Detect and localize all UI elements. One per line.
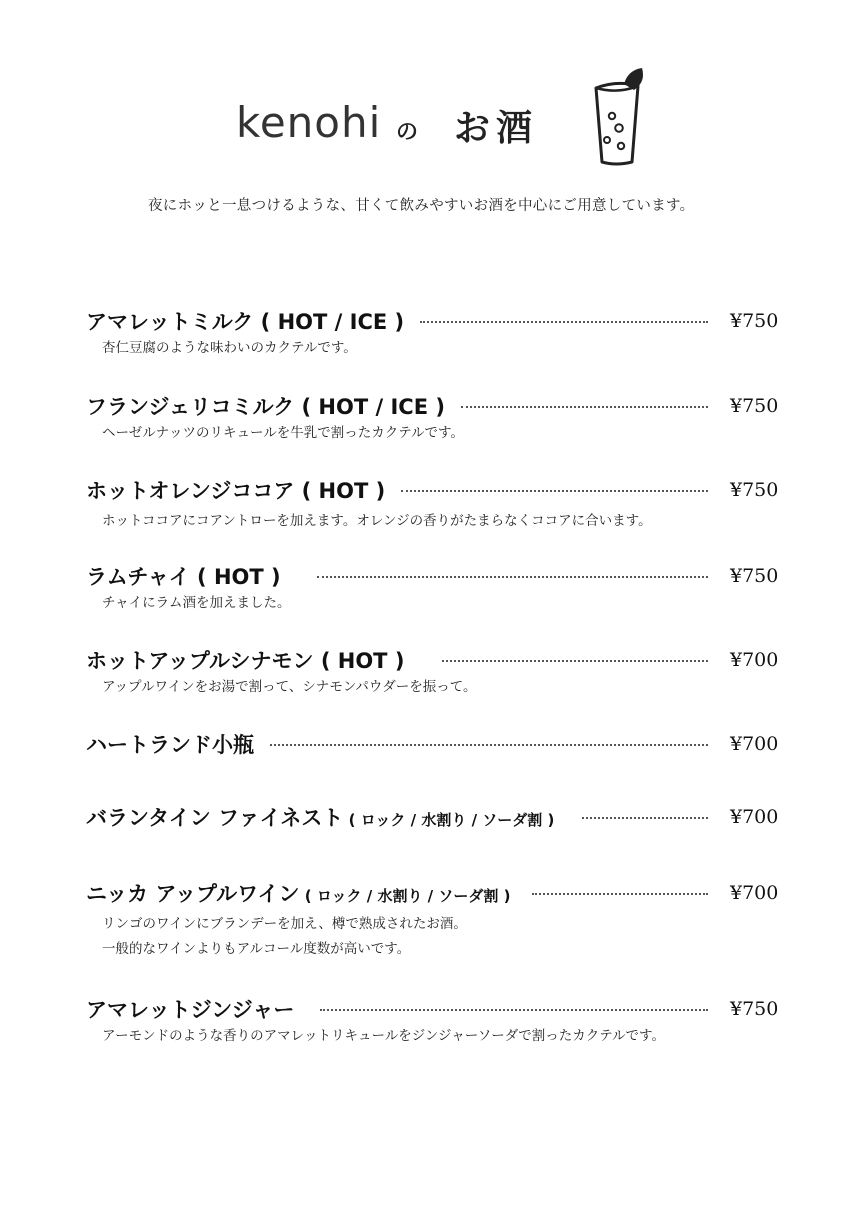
item-description: 一般的なワインよりもアルコール度数が高いです。 xyxy=(102,941,411,957)
item-name: アマレットミルク ( HOT / ICE ) xyxy=(86,310,405,334)
item-price: ¥750 xyxy=(730,479,779,501)
menu-item-heartland xyxy=(86,729,786,759)
item-price: ¥700 xyxy=(730,882,779,904)
dotted-leader xyxy=(270,744,708,746)
drink-glass-icon xyxy=(588,66,648,172)
menu-header xyxy=(0,0,865,240)
item-price: ¥750 xyxy=(730,395,779,417)
menu-item-rum-chai xyxy=(86,561,786,616)
item-price: ¥750 xyxy=(730,998,779,1020)
menu-item-hot-orange-cocoa xyxy=(86,475,786,534)
title-connector: の xyxy=(396,120,419,145)
menu-item-amaretto-milk xyxy=(86,306,786,361)
item-name: バランタイン ファイネスト ( ロック / 水割り / ソーダ割 ) xyxy=(86,806,555,830)
dotted-leader xyxy=(461,406,708,408)
intro-text: 夜にホッと一息つけるような、甘くて飲みやすいお酒を中心にご用意しています。 xyxy=(148,198,695,214)
item-name: ホットアップルシナモン ( HOT ) xyxy=(86,649,405,673)
dotted-leader xyxy=(442,660,708,662)
item-description: チャイにラム酒を加えました。 xyxy=(102,595,291,611)
item-price: ¥700 xyxy=(730,649,779,671)
item-name: フランジェリコミルク ( HOT / ICE ) xyxy=(86,395,445,419)
item-name: ラムチャイ ( HOT ) xyxy=(86,565,281,589)
dotted-leader xyxy=(401,490,708,492)
dotted-leader xyxy=(420,321,708,323)
item-description: アップルワインをお湯で割って、シナモンパウダーを振って。 xyxy=(102,679,477,695)
menu-item-amaretto-ginger xyxy=(86,994,786,1049)
dotted-leader xyxy=(320,1009,708,1011)
item-price: ¥750 xyxy=(730,310,779,332)
item-description: ヘーゼルナッツのリキュールを牛乳で割ったカクテルです。 xyxy=(102,425,464,441)
menu-item-hot-apple-cinnamon xyxy=(86,645,786,700)
dotted-leader xyxy=(532,893,708,895)
brand-name: kenohi xyxy=(236,98,382,147)
item-price: ¥700 xyxy=(730,733,779,755)
menu-item-nikka-apple-wine xyxy=(86,878,786,962)
item-name: ホットオレンジココア ( HOT ) xyxy=(86,479,386,503)
dotted-leader xyxy=(582,817,708,819)
item-price: ¥750 xyxy=(730,565,779,587)
item-name: ハートランド小瓶 xyxy=(86,733,254,757)
menu-item-ballantines xyxy=(86,802,786,832)
item-name: アマレットジンジャー xyxy=(86,998,295,1022)
item-name: ニッカ アップルワイン ( ロック / 水割り / ソーダ割 ) xyxy=(86,882,511,906)
item-price: ¥700 xyxy=(730,806,779,828)
dotted-leader xyxy=(317,576,708,578)
item-description: アーモンドのような香りのアマレットリキュールをジンジャーソーダで割ったカクテルです。 xyxy=(102,1028,665,1044)
item-description: リンゴのワインにブランデーを加え、樽で熟成されたお酒。 xyxy=(102,916,467,932)
item-description: ホットココアにコアントローを加えます。オレンジの香りがたまらなくココアに合います。 xyxy=(102,513,652,529)
page-title: お酒 xyxy=(454,108,539,149)
item-description: 杏仁豆腐のような味わいのカクテルです。 xyxy=(102,340,357,356)
menu-item-frangelico-milk xyxy=(86,391,786,446)
